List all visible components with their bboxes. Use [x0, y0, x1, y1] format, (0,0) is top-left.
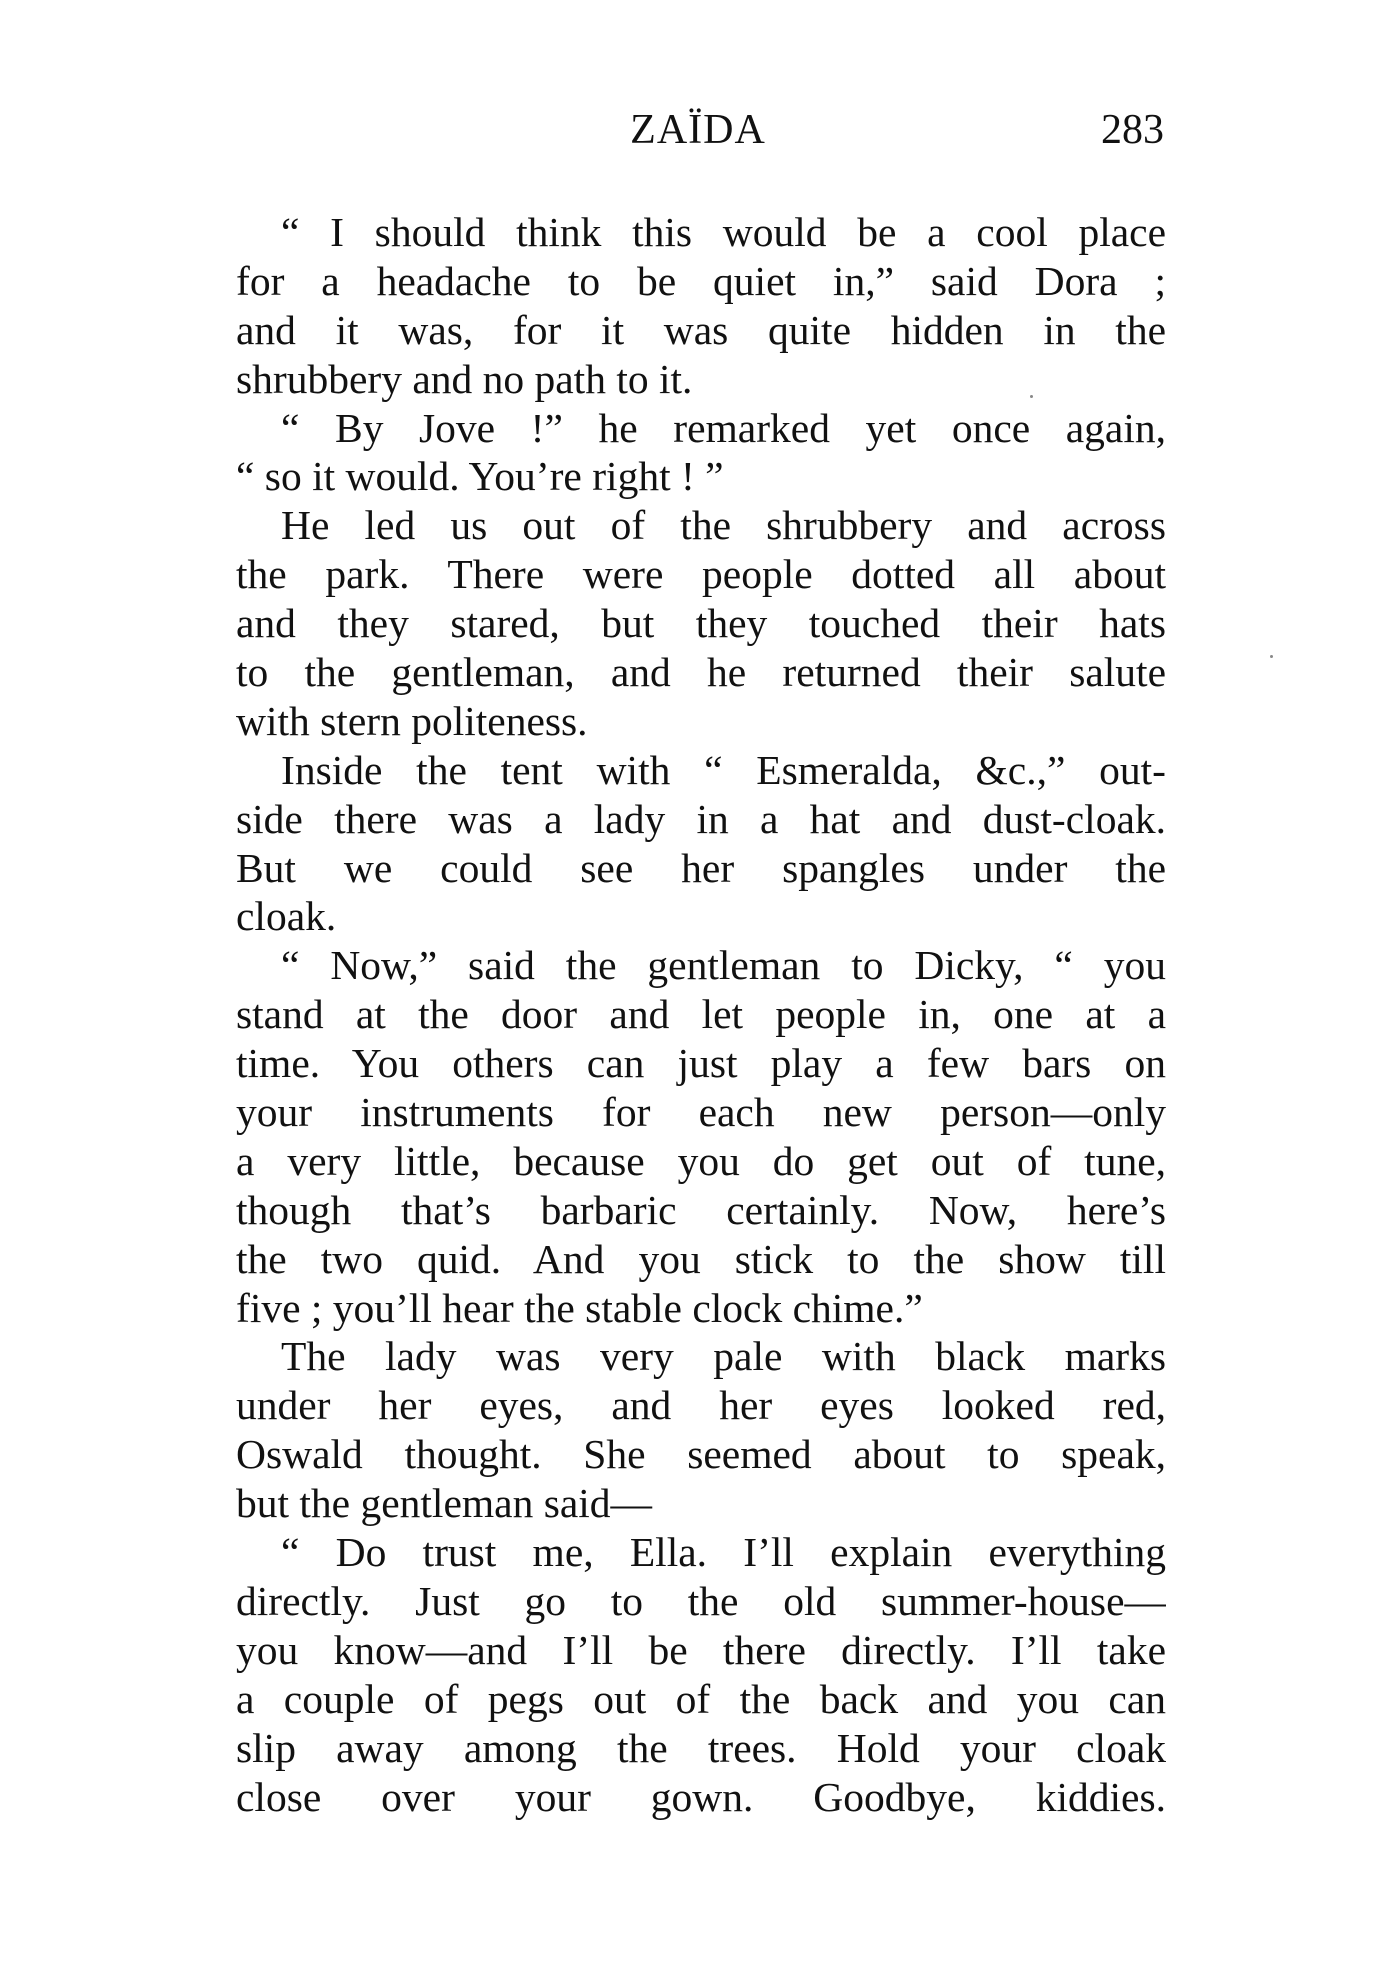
text-line: though that’s barbaric certainly. Now, here’s	[236, 1186, 1166, 1233]
text-line: But we could see her spangles under the	[236, 844, 1166, 891]
text-line: side there was a lady in a hat and dust-cloak.	[236, 795, 1166, 842]
text-line: Oswald thought. She seemed about to speak,	[236, 1431, 1166, 1478]
text-line: five ; you’ll hear the stable clock chime.”	[236, 1284, 923, 1331]
text-line: directly. Just go to the old summer-house—	[236, 1577, 1166, 1624]
page-number: 283	[1101, 107, 1164, 153]
text-line: the two quid. And you stick to the show till	[236, 1235, 1166, 1282]
paper-speck	[1270, 655, 1273, 658]
text-line: time. You others can just play a few bars on	[236, 1040, 1166, 1087]
text-line: and it was, for it was quite hidden in the	[236, 306, 1166, 353]
text-line: close over your gown. Goodbye, kiddies.	[236, 1773, 1166, 1820]
text-line: you know—and I’ll be there directly. I’ll take	[236, 1626, 1166, 1673]
text-line: “ so it would. You’re right ! ”	[236, 453, 724, 500]
running-header	[232, 106, 1164, 166]
text-line: a very little, because you do get out of tune,	[236, 1137, 1166, 1184]
text-line: cloak.	[236, 893, 337, 940]
text-line: “ Now,” said the gentleman to Dicky, “ you	[281, 942, 1166, 989]
text-line: slip away among the trees. Hold your cloak	[236, 1724, 1166, 1771]
text-line: Inside the tent with “ Esmeralda, &c.,” out-	[281, 746, 1166, 793]
text-line: under her eyes, and her eyes looked red,	[236, 1382, 1166, 1429]
text-line: “ I should think this would be a cool place	[281, 209, 1166, 255]
text-line: stand at the door and let people in, one at a	[236, 991, 1166, 1038]
page-body	[236, 208, 1166, 1821]
running-title: ZAÏDA	[630, 107, 766, 153]
text-line: to the gentleman, and he returned their salute	[236, 649, 1166, 696]
text-line: your instruments for each new person—only	[236, 1089, 1166, 1136]
text-line: and they stared, but they touched their hats	[236, 600, 1166, 647]
text-line: “ Do trust me, Ella. I’ll explain everything	[281, 1529, 1166, 1576]
paper-speck	[1030, 395, 1033, 398]
text-line: but the gentleman said—	[236, 1480, 653, 1527]
text-line: He led us out of the shrubbery and across	[281, 502, 1166, 549]
text-line: for a headache to be quiet in,” said Dora ;	[236, 257, 1166, 304]
text-line: shrubbery and no path to it.	[236, 355, 693, 402]
text-line: “ By Jove !” he remarked yet once again,	[281, 404, 1166, 451]
text-line: a couple of pegs out of the back and you can	[236, 1675, 1166, 1722]
text-line: the park. There were people dotted all about	[236, 551, 1166, 598]
text-line: with stern politeness.	[236, 697, 588, 744]
text-line: The lady was very pale with black marks	[281, 1333, 1166, 1380]
